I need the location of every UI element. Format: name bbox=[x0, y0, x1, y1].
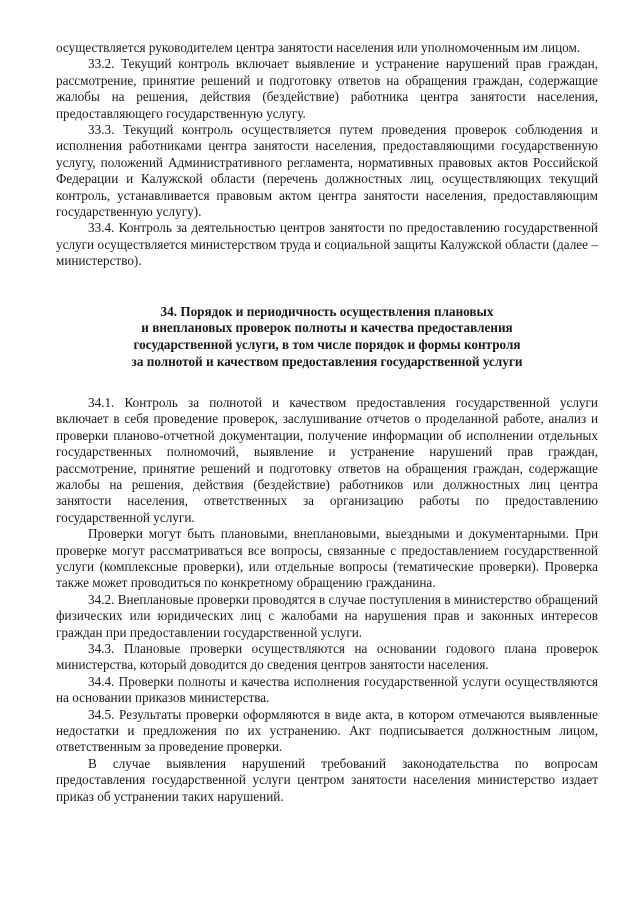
paragraph-inspection-types: Проверки могут быть плановыми, внеплановыми, выездными и документарными. При проверке могут рассматриваться все вопросы, связанные с предоставлением государственной услуги (комплексные проверки), или отдельные вопросы (тематические проверки). Проверка также может проводиться по конкретному обращению гражданина. bbox=[56, 526, 598, 591]
paragraph-34-1: 34.1. Контроль за полнотой и качеством предоставления государственной услуги включает в себя проведение проверок, заслушивание отчетов о проделанной работе, анализ и проверки планово-отчетной документации, получение информации об исполнении отдельных государственных полномочий, выявление и устранение нарушений прав граждан, рассмотрение, принятие решений и подготовку ответов на обращения граждан, содержащие жалобы на решения, действия (бездействие) работников или должностных лиц центра занятости населения, ответственных за организацию работы по предоставлению государственной услуги. bbox=[56, 394, 598, 525]
paragraph-33-2: 33.2. Текущий контроль включает выявление и устранение нарушений прав граждан, рассмотрение, принятие решений и подготовку ответов на обращения граждан, содержащие жалобы на решения, действия (бездействие) работника центра занятости населения, предоставляющего государственную услугу. bbox=[56, 56, 598, 121]
paragraph-continuation: осуществляется руководителем центра занятости населения или уполномоченным им лицом. bbox=[56, 40, 581, 55]
heading-line: за полнотой и качеством предоставления государственной услуги bbox=[131, 354, 523, 370]
paragraph-34-5: 34.5. Результаты проверки оформляются в виде акта, в котором отмечаются выявленные недостатки и предложения по их устранению. Акт подписывается должностным лицом, ответственным за проведение проверки. bbox=[56, 706, 598, 755]
paragraph-34-2: 34.2. Внеплановые проверки проводятся в случае поступления в министерство обращений физических или юридических лиц с жалобами на нарушения прав и законных интересов граждан при предоставлении государственной услуги. bbox=[56, 591, 598, 640]
document-page bbox=[56, 40, 598, 805]
paragraph-33-4: 33.4. Контроль за деятельностью центров занятости по предоставлению государственной услуги осуществляется министерством труда и социальной защиты Калужской области (далее – министерство). bbox=[56, 220, 598, 269]
heading-line: государственной услуги, в том числе порядок и формы контроля bbox=[133, 337, 521, 353]
heading-line: и внеплановых проверок полноты и качества предоставления bbox=[141, 320, 513, 336]
heading-line: 34. Порядок и периодичность осуществления плановых bbox=[160, 303, 494, 319]
section-heading-34 bbox=[56, 304, 598, 371]
paragraph-34-4: 34.4. Проверки полноты и качества исполнения государственной услуги осуществляются на основании приказов министерства. bbox=[56, 673, 598, 706]
paragraph-34-3: 34.3. Плановые проверки осуществляются на основании годового плана проверок министерства, который доводится до сведения центров занятости населения. bbox=[56, 640, 598, 673]
paragraph-violations: В случае выявления нарушений требований законодательства по вопросам предоставления государственной услуги центром занятости населения министерство издает приказ об устранении таких нарушений. bbox=[56, 755, 598, 804]
paragraph-33-3: 33.3. Текущий контроль осуществляется путем проведения проверок соблюдения и исполнения работниками центра занятости населения, предоставляющими государственную услугу, положений Административного регламента, нормативных правовых актов Российской Федерации и Калужской области (перечень должностных лиц, осуществляющих текущий контроль, устанавливается правовым актом центра занятости населения, предоставляющим государственную услугу). bbox=[56, 122, 598, 220]
